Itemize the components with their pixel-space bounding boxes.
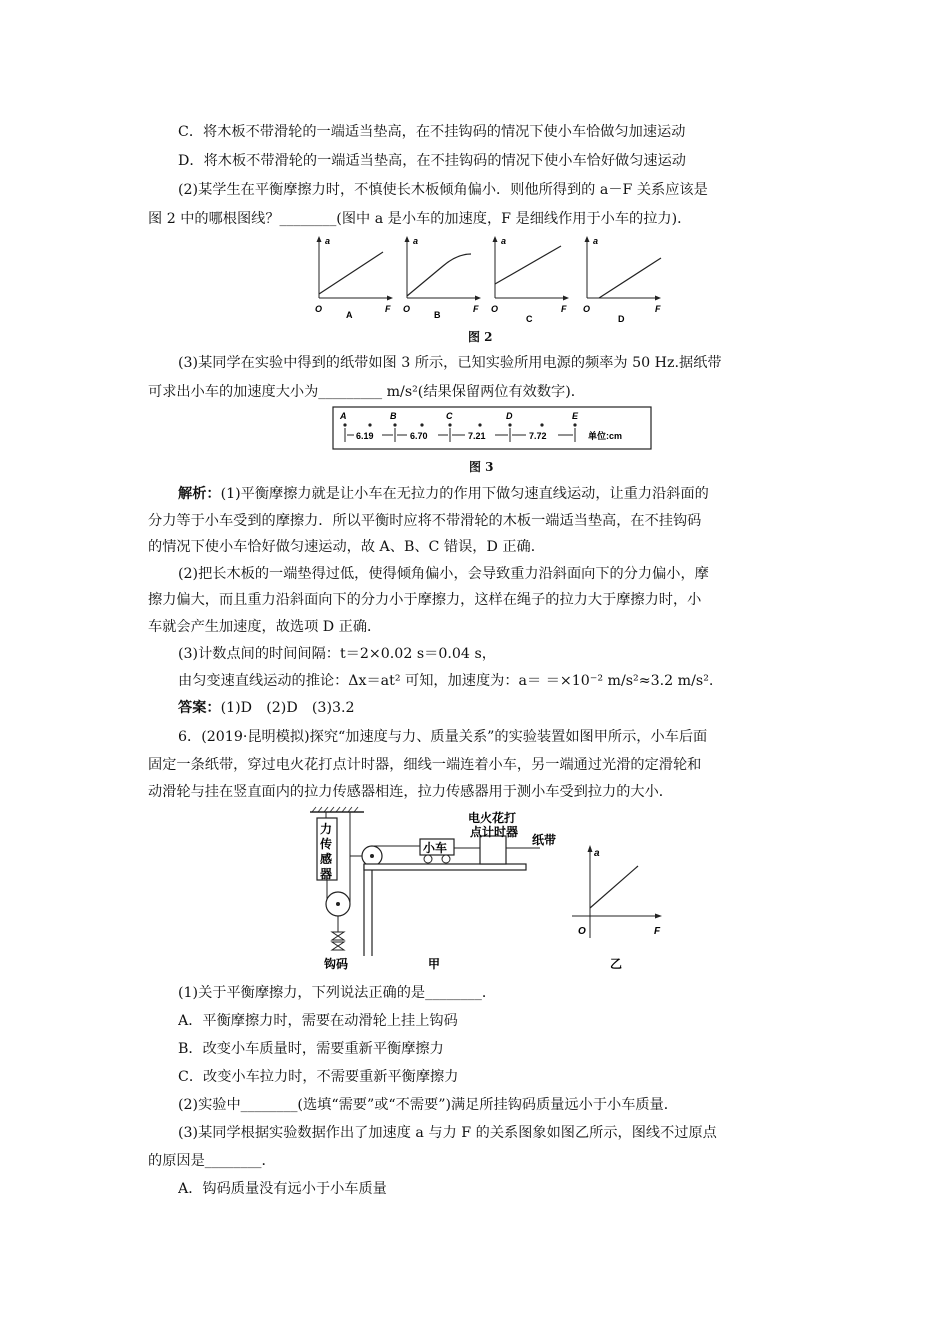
analysis-line-7: (3)计数点间的时间间隔：t＝2×0.02 s＝0.04 s，: [178, 646, 496, 662]
tape-point-e: E: [572, 411, 579, 421]
graph-d-axis-f: F: [655, 304, 661, 314]
figure-3-caption: 图 3: [469, 460, 494, 474]
analysis-line-3: 的情况下使小车恰好做匀速运动，故 A、B、C 错误，D 正确．: [148, 539, 545, 555]
answer-line: [178, 698, 808, 718]
graph-b-axis-a: a: [413, 236, 419, 246]
question-3-line-1: (3)某同学在实验中得到的纸带如图 3 所示，已知实验所用电源的频率为 50 Hz.据纸带: [178, 355, 722, 371]
option-d-line: D．将木板不带滑轮的一端适当垫高，在不挂钩码的情况下使小车恰好做匀速运动: [178, 153, 686, 169]
graph-d-label: D: [618, 314, 625, 324]
question-6-3-line-2: 的原因是________．: [148, 1153, 276, 1169]
answer-text: (1)D (2)D (3)3.2: [220, 700, 355, 716]
option-6-c: C．改变小车拉力时，不需要重新平衡摩擦力: [178, 1069, 459, 1085]
question-6-3-line-1: (3)某同学根据实验数据作出了加速度 a 与力 F 的关系图象如图乙所示，图线不过原点: [178, 1125, 717, 1141]
figure-jia-apparatus: [300, 806, 570, 976]
graph-a-origin: O: [315, 304, 323, 314]
question-2-line-2: 图 2 中的哪根图线？________(图中 a 是小车的加速度，F 是细线作用于小车的拉力)．: [148, 211, 692, 227]
question-6-1-line: (1)关于平衡摩擦力，下列说法正确的是________．: [178, 985, 497, 1001]
graph-c: [491, 236, 569, 324]
analysis-line-8: 由匀变速直线运动的推论：Δx＝at² 可知，加速度为：a＝ ＝×10⁻² m/s²≈3.2 m/s².: [178, 673, 714, 689]
tape-point-c: C: [446, 411, 453, 421]
graph-a: [315, 236, 393, 320]
tape-unit: 单位:cm: [588, 431, 623, 441]
graph-a-label: A: [346, 310, 353, 320]
question-6-line-3: 动滑轮与挂在竖直面内的拉力传感器相连，拉力传感器用于测小车受到拉力的大小．: [148, 784, 673, 800]
analysis-line-4: (2)把长木板的一端垫得过低，使得倾角偏小，会导致重力沿斜面向下的分力偏小，摩: [178, 566, 709, 582]
tape-points: [339, 411, 579, 421]
graph-b-axis-f: F: [473, 304, 479, 314]
question-3-line-2: 可求出小车的加速度大小为_________ m/s²(结果保留两位有效数字)．: [148, 384, 585, 400]
figure-yi-caption: 乙: [610, 957, 623, 971]
question-6-line-2: 固定一条纸带，穿过电火花打点计时器，细线一端连着小车，另一端通过光滑的定滑轮和: [148, 757, 702, 773]
analysis-line-6: 车就会产生加速度，故选项 D 正确．: [148, 619, 382, 635]
figure-2-graphs: [305, 232, 665, 332]
sensor-char-3: 感: [320, 852, 333, 866]
option-6-a: A．平衡摩擦力时，需要在动滑轮上挂上钩码: [178, 1013, 458, 1029]
graph-c-origin: O: [491, 304, 499, 314]
analysis-label: 解析：: [178, 486, 221, 502]
tape-distance-bc: 6.70: [410, 431, 428, 441]
tape-point-d: D: [506, 411, 513, 421]
graph-yi-origin: O: [578, 926, 586, 937]
sensor-char-2: 传: [320, 837, 333, 851]
figure-yi-graph: [570, 842, 670, 972]
option-c-line: C．将木板不带滑轮的一端适当垫高，在不挂钩码的情况下使小车恰做匀加速运动: [178, 124, 686, 140]
graph-a-axis-f: F: [385, 304, 391, 314]
analysis-line-5: 擦力偏大，而且重力沿斜面向下的分力小于摩擦力，这样在绳子的拉力大于摩擦力时，小: [148, 592, 702, 608]
graph-c-axis-f: F: [561, 304, 567, 314]
tape-distance-de: 7.72: [529, 431, 547, 441]
tape-distance-cd: 7.21: [468, 431, 486, 441]
analysis-line-2: 分力等于小车受到的摩擦力．所以平衡时应将不带滑轮的木板一端适当垫高，在不挂钩码: [148, 513, 702, 529]
figure-3-tape: [332, 406, 652, 454]
tape-label: 纸带: [532, 833, 557, 847]
question-6-2-line: (2)实验中________(选填“需要”或“不需要”)满足所挂钩码质量远小于小车质量．: [178, 1097, 678, 1113]
answer-label: 答案：: [178, 700, 221, 716]
graph-d: [583, 236, 661, 324]
analysis-text-1: (1)平衡摩擦力就是让小车在无拉力的作用下做匀速直线运动，让重力沿斜面的: [220, 486, 709, 502]
graph-yi-axis-a: a: [594, 848, 600, 859]
analysis-line-1: [178, 484, 808, 504]
graph-a-axis-a: a: [325, 236, 331, 246]
timer-label-1: 电火花打: [468, 811, 517, 825]
graph-b-label: B: [434, 310, 441, 320]
tape-distance-ab: 6.19: [356, 431, 374, 441]
graph-b-origin: O: [403, 304, 411, 314]
graph-b: [403, 236, 481, 320]
option-6-3-a: A．钩码质量没有远小于小车质量: [178, 1181, 387, 1197]
question-6-line-1: 6．(2019·昆明模拟)探究“加速度与力、质量关系”的实验装置如图甲所示，小车后面: [178, 729, 708, 745]
option-6-b: B．改变小车质量时，需要重新平衡摩擦力: [178, 1041, 444, 1057]
graph-d-axis-a: a: [593, 236, 599, 246]
sensor-char-4: 器: [320, 867, 333, 881]
car-label: 小车: [423, 841, 448, 855]
figure-2-caption: 图 2: [468, 330, 493, 344]
graph-d-origin: O: [583, 304, 591, 314]
graph-c-axis-a: a: [501, 236, 507, 246]
question-2-line-1: (2)某学生在平衡摩擦力时，不慎使长木板倾角偏小．则他所得到的 a－F 关系应该是: [178, 182, 708, 198]
graph-yi-axis-f: F: [654, 926, 661, 937]
tape-point-a: A: [340, 411, 347, 421]
graph-c-label: C: [526, 314, 533, 324]
hook-weight-label: 钩码: [324, 957, 349, 971]
timer-label-2: 点计时器: [470, 825, 519, 839]
tape-point-b: B: [390, 411, 397, 421]
sensor-char-1: 力: [320, 822, 333, 836]
figure-jia-caption: 甲: [428, 957, 441, 971]
